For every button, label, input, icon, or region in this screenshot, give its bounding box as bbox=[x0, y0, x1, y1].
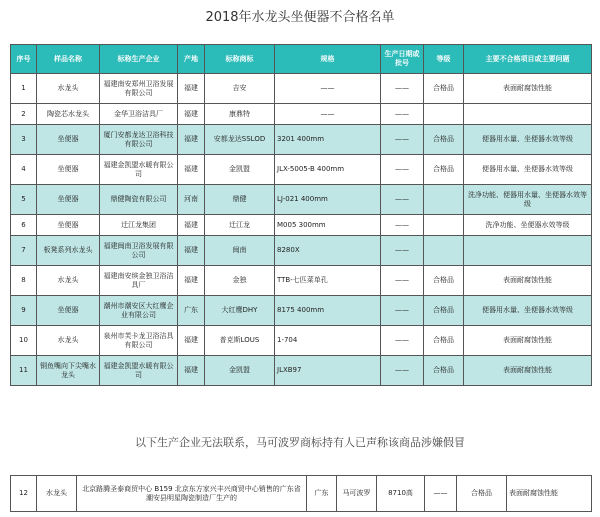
cell-issue: 表面耐腐蚀性能 bbox=[464, 326, 592, 356]
cell-no: 12 bbox=[11, 476, 37, 512]
header-name: 样品名称 bbox=[37, 45, 100, 74]
cell-date: —— bbox=[425, 476, 457, 512]
cell-grade bbox=[424, 215, 464, 236]
cell-grade bbox=[424, 236, 464, 266]
header-maker: 标称生产企业 bbox=[100, 45, 178, 74]
cell-name: 坐便器 bbox=[37, 155, 100, 185]
cell-grade: 合格品 bbox=[424, 266, 464, 296]
cell-maker: 鼎健陶瓷有限公司 bbox=[100, 185, 178, 215]
cell-no: 3 bbox=[11, 125, 37, 155]
cell-date: —— bbox=[381, 74, 424, 104]
cell-brand: 鼎健 bbox=[205, 185, 275, 215]
cell-maker: 福建南安缤金独卫浴洁具厂 bbox=[100, 266, 178, 296]
cell-name: 水龙头 bbox=[37, 266, 100, 296]
cell-spec: 8280X bbox=[275, 236, 381, 266]
header-spec: 规格 bbox=[275, 45, 381, 74]
cell-maker: 厦门安都龙达卫浴科技有限公司 bbox=[100, 125, 178, 155]
cell-brand: 大红鹰DHY bbox=[205, 296, 275, 326]
cell-spec: 8175 400mm bbox=[275, 296, 381, 326]
cell-name: 坐便器 bbox=[37, 125, 100, 155]
cell-issue: 便器用水量、坐便器水效等级 bbox=[464, 155, 592, 185]
cell-origin: 河南 bbox=[178, 185, 205, 215]
cell-no: 2 bbox=[11, 104, 37, 125]
cell-spec: TTB-七匹菜单孔 bbox=[275, 266, 381, 296]
table-row bbox=[11, 356, 592, 386]
cell-date: —— bbox=[381, 236, 424, 266]
cell-no: 9 bbox=[11, 296, 37, 326]
cell-no: 7 bbox=[11, 236, 37, 266]
cell-name: 水龙头 bbox=[37, 326, 100, 356]
cell-brand: 迁江龙 bbox=[205, 215, 275, 236]
cell-no: 10 bbox=[11, 326, 37, 356]
cell-grade: 合格品 bbox=[424, 356, 464, 386]
cell-name: 坐便器 bbox=[37, 215, 100, 236]
cell-origin: 福建 bbox=[178, 104, 205, 125]
cell-spec: —— bbox=[275, 74, 381, 104]
cell-issue: 便器用水量、坐便器水效等级 bbox=[464, 125, 592, 155]
nonconforming-table bbox=[10, 44, 592, 386]
cell-no: 11 bbox=[11, 356, 37, 386]
counterfeit-table bbox=[10, 475, 592, 512]
cell-brand: 金凯盟 bbox=[205, 356, 275, 386]
cell-spec: —— bbox=[275, 104, 381, 125]
cell-name: 铜鱼嘴向下尖嘴水龙头 bbox=[37, 356, 100, 386]
table-row bbox=[11, 296, 592, 326]
cell-spec: 3201 400mm bbox=[275, 125, 381, 155]
cell-origin: 广东 bbox=[178, 296, 205, 326]
cell-issue: 便器用水量、坐便器水效等级 bbox=[464, 296, 592, 326]
header-grade: 等级 bbox=[424, 45, 464, 74]
table-row bbox=[11, 266, 592, 296]
cell-maker: 北京路腾圣泰商贸中心 B159 北京东方家兴丰兴商贸中心销售的广东省潮安县明星陶瓷制造厂生产的 bbox=[77, 476, 307, 512]
cell-brand: 普克斯LOUS bbox=[205, 326, 275, 356]
cell-date: —— bbox=[381, 215, 424, 236]
cell-brand: 康鼎特 bbox=[205, 104, 275, 125]
cell-grade: 合格品 bbox=[457, 476, 507, 512]
cell-no: 1 bbox=[11, 74, 37, 104]
cell-no: 8 bbox=[11, 266, 37, 296]
cell-maker: 福建金凯盟水暖有限公司 bbox=[100, 155, 178, 185]
cell-date: —— bbox=[381, 155, 424, 185]
cell-issue: 表面耐腐蚀性能 bbox=[507, 476, 592, 512]
header-date: 生产日期或批号 bbox=[381, 45, 424, 74]
cell-brand: 安都龙达SSLOD bbox=[205, 125, 275, 155]
cell-name: 坐便器 bbox=[37, 185, 100, 215]
counterfeit-note: 以下生产企业无法联系，马可波罗商标持有人已声称该商品涉嫌假冒 bbox=[135, 436, 465, 449]
table-row bbox=[11, 74, 592, 104]
cell-origin: 福建 bbox=[178, 215, 205, 236]
cell-maker: 金华卫浴洁具厂 bbox=[100, 104, 178, 125]
table-row bbox=[11, 185, 592, 215]
cell-issue bbox=[464, 104, 592, 125]
table-row bbox=[11, 104, 592, 125]
cell-issue: 表面耐腐蚀性能 bbox=[464, 266, 592, 296]
table-row bbox=[11, 215, 592, 236]
cell-date: —— bbox=[381, 296, 424, 326]
cell-no: 5 bbox=[11, 185, 37, 215]
table-row bbox=[11, 125, 592, 155]
cell-brand: 吉安 bbox=[205, 74, 275, 104]
cell-issue bbox=[464, 236, 592, 266]
cell-origin: 福建 bbox=[178, 155, 205, 185]
cell-grade bbox=[424, 185, 464, 215]
page-title: 2018年水龙头坐便器不合格名单 bbox=[205, 10, 395, 25]
cell-grade: 合格品 bbox=[424, 155, 464, 185]
cell-maker: 福建闽南卫浴发展有限公司 bbox=[100, 236, 178, 266]
cell-brand: 马可波罗 bbox=[337, 476, 377, 512]
table-header-row bbox=[11, 45, 592, 74]
cell-spec: 8710高 bbox=[377, 476, 425, 512]
cell-issue: 表面耐腐蚀性能 bbox=[464, 356, 592, 386]
header-brand: 标称商标 bbox=[205, 45, 275, 74]
cell-name: 水龙头 bbox=[37, 476, 77, 512]
header-no: 序号 bbox=[11, 45, 37, 74]
cell-date: —— bbox=[381, 326, 424, 356]
cell-date: —— bbox=[381, 104, 424, 125]
cell-origin: 福建 bbox=[178, 74, 205, 104]
cell-name: 板凳系列水龙头 bbox=[37, 236, 100, 266]
cell-spec: LJ-021 400mm bbox=[275, 185, 381, 215]
cell-no: 6 bbox=[11, 215, 37, 236]
table-row bbox=[11, 155, 592, 185]
cell-name: 水龙头 bbox=[37, 74, 100, 104]
cell-spec: M005 300mm bbox=[275, 215, 381, 236]
cell-date: —— bbox=[381, 125, 424, 155]
cell-origin: 广东 bbox=[307, 476, 337, 512]
cell-brand: 闽南 bbox=[205, 236, 275, 266]
cell-grade: 合格品 bbox=[424, 125, 464, 155]
cell-grade: 合格品 bbox=[424, 296, 464, 326]
header-origin: 产地 bbox=[178, 45, 205, 74]
cell-maker: 泉州市芙卡龙卫浴洁具有限公司 bbox=[100, 326, 178, 356]
cell-spec: JLXB97 bbox=[275, 356, 381, 386]
cell-origin: 福建 bbox=[178, 356, 205, 386]
cell-brand: 金独 bbox=[205, 266, 275, 296]
cell-issue: 洗净功能、坐便器水效等级 bbox=[464, 215, 592, 236]
cell-name: 陶瓷芯水龙头 bbox=[37, 104, 100, 125]
cell-grade bbox=[424, 104, 464, 125]
cell-maker: 潮州市潮安区大红鹰企业有限公司 bbox=[100, 296, 178, 326]
cell-spec: 1-704 bbox=[275, 326, 381, 356]
cell-spec: JLX-5005-B 400mm bbox=[275, 155, 381, 185]
cell-grade: 合格品 bbox=[424, 74, 464, 104]
cell-maker: 福建金凯盟水暖有限公司 bbox=[100, 356, 178, 386]
table-row bbox=[11, 476, 592, 512]
cell-origin: 福建 bbox=[178, 125, 205, 155]
header-issue: 主要不合格项目或主要问题 bbox=[464, 45, 592, 74]
cell-date: —— bbox=[381, 266, 424, 296]
cell-maker: 迁江龙集团 bbox=[100, 215, 178, 236]
cell-no: 4 bbox=[11, 155, 37, 185]
cell-date: —— bbox=[381, 356, 424, 386]
cell-grade: 合格品 bbox=[424, 326, 464, 356]
cell-issue: 洗净功能、便器用水量、坐便器水效等级 bbox=[464, 185, 592, 215]
cell-name: 坐便器 bbox=[37, 296, 100, 326]
cell-origin: 福建 bbox=[178, 326, 205, 356]
cell-origin: 福建 bbox=[178, 266, 205, 296]
table-row bbox=[11, 236, 592, 266]
cell-issue: 表面耐腐蚀性能 bbox=[464, 74, 592, 104]
table-row bbox=[11, 326, 592, 356]
cell-origin: 福建 bbox=[178, 236, 205, 266]
cell-maker: 福建南安郑州卫浴发展有限公司 bbox=[100, 74, 178, 104]
cell-brand: 金凯盟 bbox=[205, 155, 275, 185]
cell-date: —— bbox=[381, 185, 424, 215]
